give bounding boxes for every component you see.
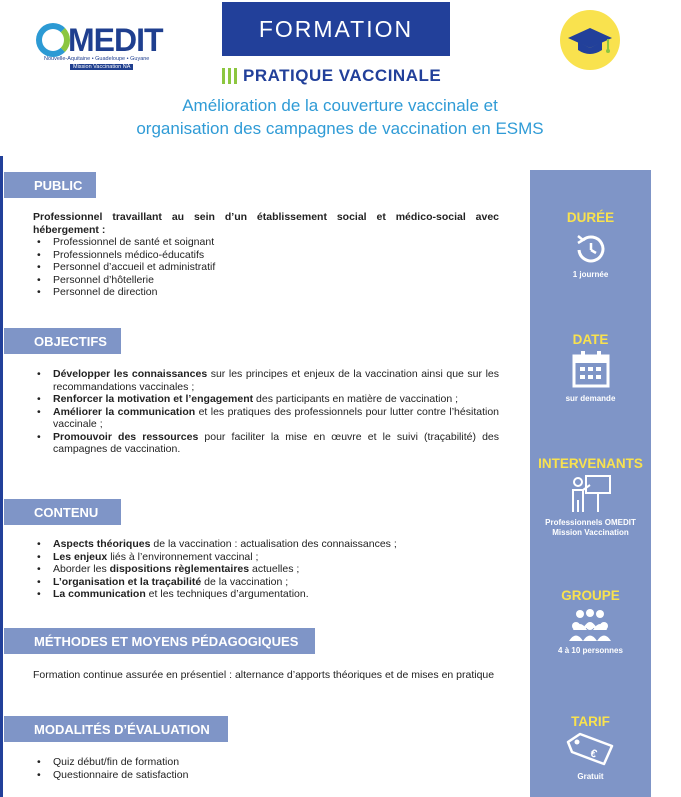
- logo-mission-badge: Mission Vaccination NA: [70, 64, 133, 70]
- contenu-list: [33, 538, 499, 601]
- omedit-logo: [28, 12, 168, 72]
- evaluation-content: [33, 756, 499, 781]
- contenu-content: [33, 538, 499, 601]
- logo-subtitle: Nouvelle-Aquitaine • Guadeloupe • Guyane: [44, 56, 150, 62]
- section-heading-text: OBJECTIFS: [34, 333, 107, 349]
- tarif-value: Gratuit: [577, 772, 604, 781]
- list-item: • Personnel de direction: [33, 286, 499, 299]
- page-title: [90, 94, 590, 140]
- logo-name-text: MEDIT: [68, 22, 163, 58]
- graduation-cap-icon: [560, 10, 620, 70]
- groupe-title: GROUPE: [561, 588, 620, 603]
- formation-label: FORMATION: [258, 15, 414, 42]
- left-frame-line: [0, 156, 3, 797]
- tarif-title: TARIF: [571, 714, 610, 729]
- list-item: • Questionnaire de satisfaction: [33, 769, 499, 782]
- objectifs-content: [33, 368, 499, 456]
- intervenants-value-line-1: Professionnels OMEDIT: [545, 518, 636, 527]
- clock-icon: [571, 230, 611, 268]
- category-line: [222, 66, 441, 86]
- section-header-objectifs: [4, 328, 121, 354]
- section-header-public: [4, 172, 96, 198]
- section-header-contenu: [4, 499, 121, 525]
- public-content: [33, 211, 499, 299]
- intervenants-value: [530, 518, 651, 538]
- section-header-evaluation: [4, 716, 228, 742]
- calendar-icon: [572, 350, 610, 388]
- price-tag-icon: [564, 730, 616, 766]
- title-line-1: Amélioration de la couverture vaccinale et: [182, 96, 498, 115]
- list-item: • Quiz début/fin de formation: [33, 756, 499, 769]
- list-item: • Promouvoir des ressources pour faciliter la mise en œuvre et le suivi (traçabilité) des campagnes de vaccination.: [33, 431, 499, 456]
- section-heading-text: MODALITÉS D’ÉVALUATION: [34, 721, 210, 737]
- category-bars-icon: [222, 68, 237, 84]
- list-item: • Aborder les dispositions règlementaires actuelles ;: [33, 563, 499, 576]
- list-item: • Professionnels médico-éducatifs: [33, 249, 499, 262]
- section-heading-text: PUBLIC: [34, 177, 83, 193]
- title-line-2: organisation des campagnes de vaccination en ESMS: [136, 119, 544, 138]
- list-item: • Professionnel de santé et soignant: [33, 236, 499, 249]
- graduation-cap-badge: [560, 10, 620, 70]
- groupe-value: 4 à 10 personnes: [558, 646, 623, 655]
- list-item: • Renforcer la motivation et l’engagement des participants en matière de vaccination ;: [33, 393, 499, 406]
- duree-title: DURÉE: [566, 210, 615, 225]
- list-item: • L’organisation et la traçabilité de la vaccination ;: [33, 576, 499, 589]
- section-heading-text: CONTENU: [34, 504, 99, 520]
- methodes-content: Formation continue assurée en présentiel : alternance d’apports théoriques et de mises en pratique: [33, 669, 495, 681]
- section-header-methodes: [4, 628, 315, 654]
- objectifs-list: [33, 368, 499, 456]
- date-value: sur demande: [565, 394, 616, 403]
- list-item: • Personnel d’accueil et administratif: [33, 261, 499, 274]
- list-item: • Les enjeux liés à l’environnement vaccinal ;: [33, 551, 499, 564]
- list-item: • Personnel d’hôtellerie: [33, 274, 499, 287]
- list-item: • Développer les connaissances sur les principes et enjeux de la vaccination ainsi que sur les recommandations vaccinales ;: [33, 368, 499, 393]
- group-icon: [568, 608, 612, 642]
- info-sidebar: [530, 170, 651, 797]
- duree-value: 1 journée: [572, 270, 609, 279]
- public-list: [33, 236, 499, 299]
- public-intro: Professionnel travaillant au sein d’un établissement social et médico-social avec hébergement :: [33, 211, 499, 236]
- presenter-icon: [570, 474, 612, 514]
- intervenants-title: INTERVENANTS: [538, 456, 643, 471]
- list-item: • Améliorer la communication et les pratiques des professionnels pour lutter contre l’hésitation vaccinale ;: [33, 406, 499, 431]
- category-label: PRATIQUE VACCINALE: [243, 66, 442, 85]
- section-heading-text: MÉTHODES ET MOYENS PÉDAGOGIQUES: [34, 633, 299, 649]
- intervenants-value-line-2: Mission Vaccination: [552, 528, 629, 537]
- list-item: • Aspects théoriques de la vaccination : actualisation des connaissances ;: [33, 538, 499, 551]
- formation-banner: [222, 2, 450, 56]
- list-item: • La communication et les techniques d’argumentation.: [33, 588, 499, 601]
- svg-text:€: €: [588, 747, 599, 761]
- logo-wordmark: [36, 22, 163, 59]
- evaluation-list: [33, 756, 499, 781]
- date-title: DATE: [572, 332, 609, 347]
